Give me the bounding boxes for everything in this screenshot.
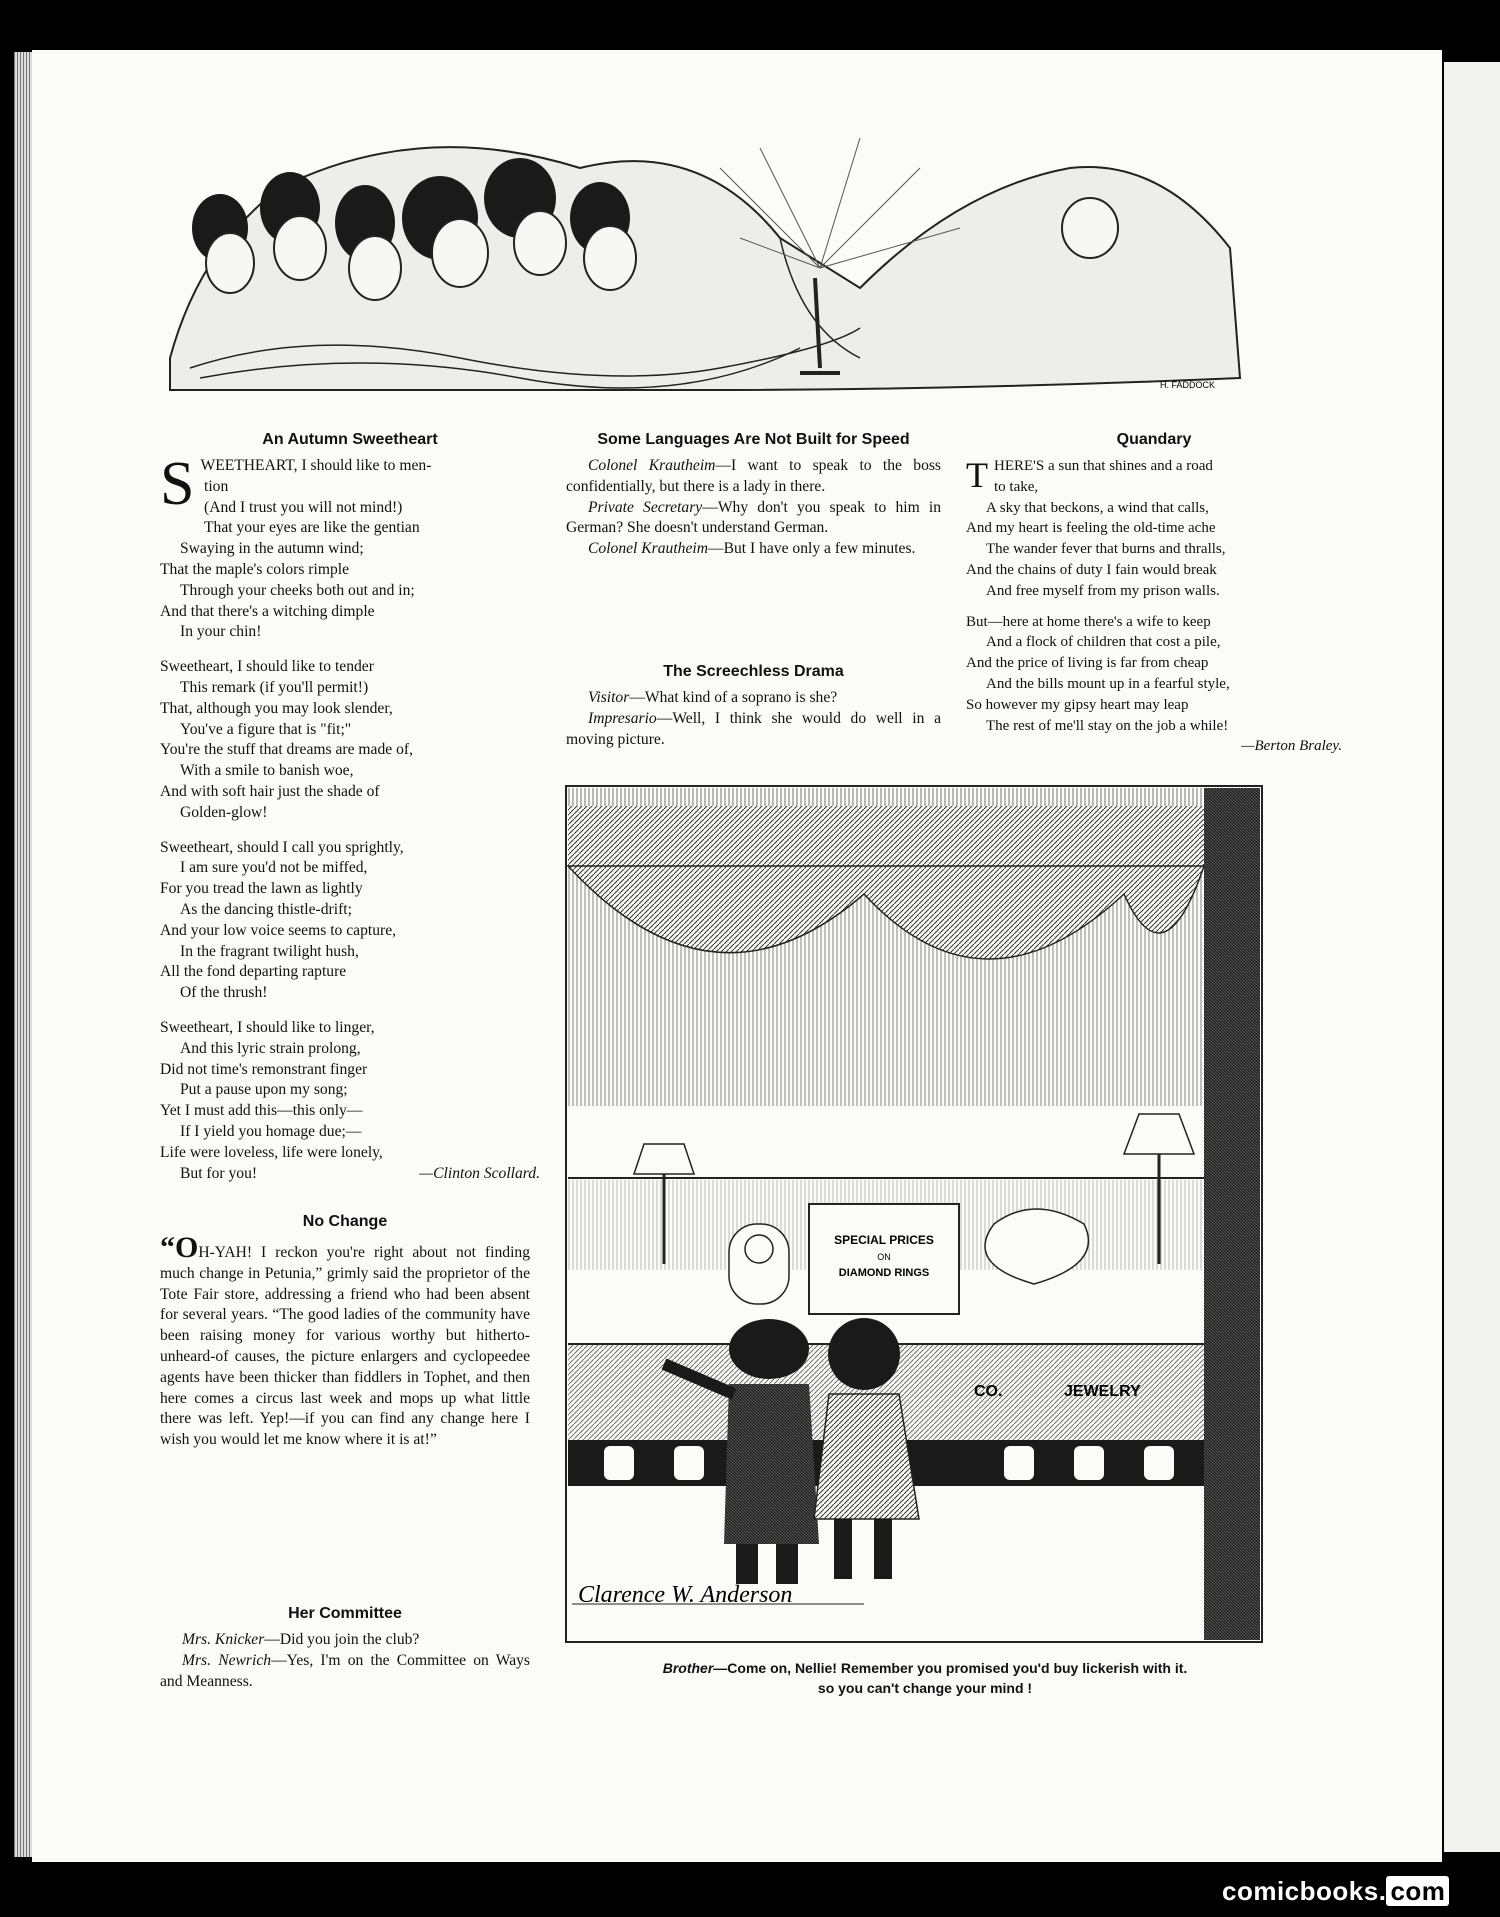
poem-quandary [966, 430, 1342, 757]
poem-line: You've a figure that is "fit;" [180, 720, 352, 738]
line-text: —But I have only a few minutes. [707, 540, 916, 558]
poem-line: You're the stuff that dreams are made of, [160, 741, 413, 759]
poem-line: HERE'S a sun that shines and a road [994, 458, 1213, 474]
poem-line: Yet I must add this—this only— [160, 1102, 363, 1120]
dialogue-line [566, 688, 941, 709]
line-text: —What kind of a soprano is she? [629, 689, 838, 706]
poem-line: WEETHEART, I should like to men- [200, 457, 432, 474]
poem-author: —Berton Braley. [1241, 738, 1342, 755]
dialogue-title: Her Committee [288, 1605, 402, 1622]
poem-line: But—here at home there's a wife to keep [966, 613, 1211, 630]
story-text [160, 1231, 530, 1451]
telephone-banner-illustration [160, 128, 1250, 400]
stanza-4 [160, 1018, 540, 1184]
poem-line: Sweetheart, should I call you sprightly, [160, 838, 404, 856]
story-title: No Change [302, 1213, 388, 1230]
poem-line: Swaying in the autumn wind; [180, 540, 364, 558]
poem-line: And the price of living is far from cheap [966, 655, 1209, 672]
poem-line: Life were loveless, life were lonely, [160, 1143, 383, 1161]
poem-line: And free myself from my prison walls. [986, 582, 1220, 599]
poem-line: But for you! [180, 1164, 258, 1182]
sign-line-1: SPECIAL PRICES [834, 1233, 934, 1247]
poem-line: Golden-glow! [180, 803, 268, 821]
poem-line: And the chains of duty I fain would break [966, 561, 1217, 578]
poem-line: The rest of me'll stay on the job a while! [986, 717, 1229, 734]
speaker: Private Secretary [588, 498, 703, 516]
drop-cap: T [966, 455, 988, 495]
story-body: H-YAH! I reckon you're right about not finding much change in Petunia,” grimly said the proprietor of the Tote Fair store, addressing a friend who had been absent for several years. “The good ladies of the community have been raising money for various worthy but hitherto-unheard-of causes, the picture enlargers and cyclopeedee agents have been thicker than fiddlers in Tophet, and then here comes a circus last week and mops up what little there was left. Yep!—if you can find any change here I wish you would let me know where it is at!” [160, 1244, 530, 1449]
poem-line: And that there's a witching dimple [160, 602, 375, 620]
poem-line: A sky that beckons, a wind that calls, [986, 499, 1209, 516]
speaker: Visitor [588, 689, 630, 706]
site-watermark [1222, 1876, 1449, 1907]
poem-line: (And I trust you will not mind!) [204, 498, 403, 516]
watermark-text: comicbooks. [1222, 1876, 1387, 1906]
poem-line: With a smile to banish woe, [180, 762, 354, 780]
dialogue-line [566, 709, 941, 751]
poem-line: to take, [994, 478, 1039, 495]
poem-line: All the fond departing rapture [160, 963, 347, 981]
drop-cap: S [160, 450, 195, 518]
sign-line-3: DIAMOND RINGS [838, 1267, 930, 1279]
speaker: Colonel Krautheim [588, 457, 716, 474]
dialogue-languages [566, 430, 941, 560]
line-text: —Well, I think she would do well in a moving picture. [566, 709, 941, 748]
poem-line: And the bills mount up in a fearful style, [986, 675, 1230, 692]
poem-line: That the maple's colors rimple [160, 560, 350, 578]
poem-line: In the fragrant twilight hush, [180, 942, 359, 960]
dialogue-her-committee [160, 1604, 530, 1692]
poem-line: Put a pause upon my song; [180, 1081, 348, 1099]
open-quote-cap: “O [160, 1231, 199, 1264]
poem-author: —Clinton Scollard. [419, 1164, 540, 1182]
story-no-change [160, 1212, 530, 1451]
stanza-1 [966, 456, 1342, 602]
poem-title: Quandary [1116, 431, 1192, 448]
poem-line: This remark (if you'll permit!) [180, 678, 369, 696]
counter-label-co: CO. [974, 1383, 1003, 1400]
speaker: Colonel Krautheim [588, 540, 708, 558]
poem-last-line [160, 1164, 540, 1185]
line-text: —I want to speak to the boss confidentially, but there is a lady in there. [566, 457, 942, 495]
poem-line: And my heart is feeling the old-time ache [966, 520, 1216, 537]
banner-signature: H. FADDOCK [1160, 380, 1216, 390]
dialogue-line [566, 539, 941, 560]
dialogue-line [566, 456, 941, 498]
dialogue-line [160, 1630, 530, 1651]
sign-line-2: ON [877, 1252, 891, 1262]
line-text: —Did you join the club? [264, 1631, 420, 1648]
poem-line: Did not time's remonstrant finger [160, 1060, 368, 1078]
speaker: Impresario [588, 709, 657, 727]
poem-line: And with soft hair just the shade of [160, 782, 380, 800]
poem-line: In your chin! [180, 623, 262, 641]
jewelry-window-cartoon [564, 784, 1264, 1646]
poem-line: tion [204, 477, 229, 495]
caption-speaker: Brother [662, 1660, 714, 1676]
watermark-tld: com [1386, 1876, 1449, 1906]
artist-signature: Clarence W. Anderson [578, 1582, 793, 1608]
poem-line: For you tread the lawn as lightly [160, 880, 363, 898]
poem-line: And this lyric strain prolong, [180, 1039, 361, 1057]
poem-line: Sweetheart, I should like to linger, [160, 1018, 375, 1036]
poem-line: That, although you may look slender, [160, 699, 393, 717]
stanza-2 [160, 657, 540, 823]
speaker: Mrs. Knicker [182, 1631, 265, 1648]
caption-text: —Come on, Nellie! Remember you promised you'd buy lickerish with it. [713, 1660, 1188, 1676]
facing-page-edge [1444, 62, 1500, 1852]
cartoon-caption [600, 1658, 1250, 1698]
caption-line-2: so you can't change your mind ! [817, 1680, 1033, 1696]
poem-line: As the dancing thistle-drift; [180, 900, 352, 918]
dialogue-line [160, 1651, 530, 1693]
poem-title: An Autumn Sweetheart [262, 431, 438, 448]
poem-line: That your eyes are like the gentian [204, 519, 420, 537]
line-text: —Why don't you speak to him in German? She doesn't understand German. [566, 498, 942, 537]
poem-line: Of the thrush! [180, 984, 268, 1002]
poem-line: And a flock of children that cost a pile, [986, 634, 1221, 651]
caption-line-1 [600, 1658, 1250, 1678]
poem-line: The wander fever that burns and thralls, [986, 541, 1226, 558]
line-text: —Yes, I'm on the Committee on Ways and Meanness. [160, 1651, 531, 1690]
poem-line: I am sure you'd not be miffed, [180, 859, 368, 877]
dialogue-screechless-drama [566, 662, 941, 750]
poem-line: Through your cheeks both out and in; [180, 581, 415, 599]
poem-line: And your low voice seems to capture, [160, 921, 397, 939]
stanza-2 [966, 612, 1342, 737]
dialogue-title: The Screechless Drama [663, 663, 844, 680]
page-edge [14, 52, 32, 1857]
poem-line: Sweetheart, I should like to tender [160, 658, 374, 676]
dialogue-title: Some Languages Are Not Built for Speed [597, 431, 910, 448]
poem-autumn-sweetheart [160, 430, 540, 1192]
stanza-1 [160, 450, 540, 643]
counter-label-jewelry: JEWELRY [1064, 1383, 1141, 1400]
poem-line: So however my gipsy heart may leap [966, 696, 1189, 713]
speaker: Mrs. Newrich [182, 1651, 272, 1669]
poem-line: If I yield you homage due;— [180, 1122, 362, 1140]
stanza-3 [160, 838, 540, 1004]
dialogue-line [566, 498, 941, 540]
